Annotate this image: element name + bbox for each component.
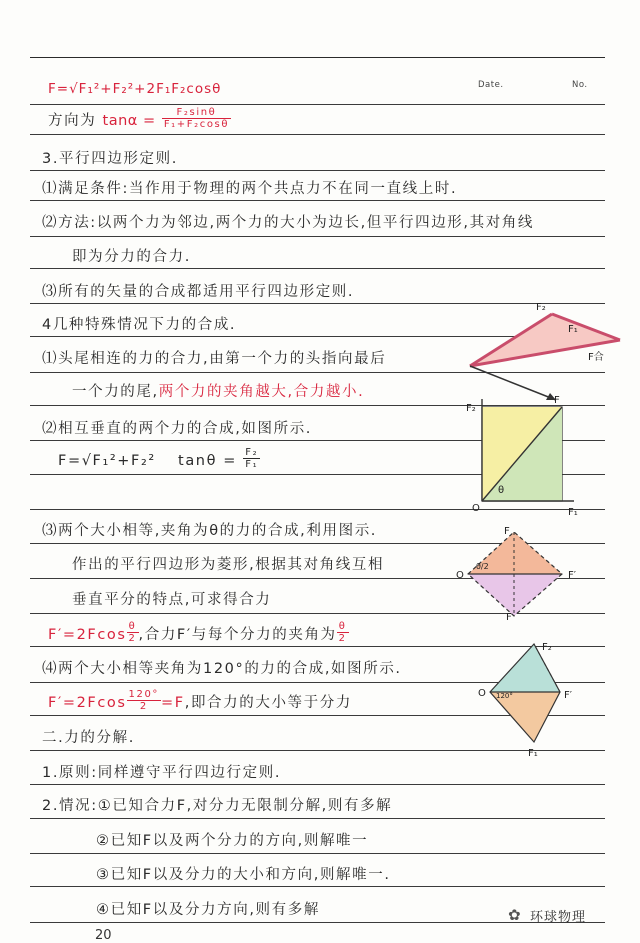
frac-num: θ xyxy=(127,621,139,633)
rectangle-diagram xyxy=(462,393,592,517)
ruled-line xyxy=(30,134,605,135)
section4-item1-cont xyxy=(72,383,364,401)
label-f: F xyxy=(554,395,560,406)
label-o: O xyxy=(472,503,480,514)
label-fhe: F合 xyxy=(588,352,604,363)
section4-item3-cont1: 作出的平行四边形为菱形,根据其对角线互相 xyxy=(72,557,385,573)
part2-item2-3: ③已知F以及分力的大小和方向,则解唯一. xyxy=(96,867,391,883)
section4-item4: ⑷两个大小相等夹角为120°的力的合成,如图所示. xyxy=(42,661,402,677)
ruled-line xyxy=(30,170,605,171)
rhombus-desc: ,合力F′与每个分力的夹角为 xyxy=(138,627,337,643)
section4-title: 4几种特殊情况下力的合成. xyxy=(42,317,237,333)
label-f2: F₂ xyxy=(536,302,546,313)
direction-fraction xyxy=(162,107,231,130)
direction-numerator: F₂sinθ xyxy=(162,107,231,119)
section4-item2: ⑵相互垂直的两个力的合成,如图所示. xyxy=(42,421,313,437)
label-half-theta: θ/2 xyxy=(476,562,489,571)
item1-red-text: 两个力的夹角越大,合力越小. xyxy=(158,384,365,400)
section3-item2-cont: 即为分力的合力. xyxy=(72,249,191,265)
rhombus-formula-fraction xyxy=(127,621,139,644)
resultant-formula: F=√F₁²+F₂²+2F₁F₂cosθ xyxy=(48,81,222,97)
section3-item1: ⑴满足条件:当作用于物理的两个共点力不在同一直线上时. xyxy=(42,181,458,197)
ruled-line xyxy=(30,104,605,105)
section4-item2-formula xyxy=(58,446,260,470)
section4-item3: ⑶两个大小相等,夹角为θ的力的合成,利用图示. xyxy=(42,523,377,539)
label-fprime: F′ xyxy=(568,570,577,581)
tan-numerator: F₂ xyxy=(245,446,259,458)
label-120: 120° xyxy=(496,692,513,700)
ruled-line xyxy=(30,818,605,819)
section4-item4-formula xyxy=(48,688,352,712)
date-label: Date. xyxy=(478,80,504,90)
frac-den: 2 xyxy=(338,632,347,644)
section3-title: 3.平行四边形定则. xyxy=(42,151,178,167)
direction-tan: tanα = xyxy=(102,113,156,129)
rhombus-angle-fraction xyxy=(337,621,349,644)
rhombus-formula: F′=2Fcos xyxy=(48,627,127,643)
section4-item1: ⑴头尾相连的力的合力,由第一个力的头指向最后 xyxy=(42,351,387,367)
number-label: No. xyxy=(572,80,588,90)
label-o: O xyxy=(456,570,464,581)
ruled-line xyxy=(30,268,605,269)
angle120-formula: F′=2Fcos xyxy=(48,695,127,711)
direction-prefix: 方向为 xyxy=(48,113,97,129)
part2-item2: 2.情况:①已知合力F,对分力无限制分解,则有多解 xyxy=(42,798,393,814)
label-fprime: F′ xyxy=(564,690,573,701)
tan-denominator: F₁ xyxy=(245,458,259,470)
perpendicular-formula: F=√F₁²+F₂² xyxy=(58,453,156,469)
section4-item3-cont2: 垂直平分的特点,可求得合力 xyxy=(72,592,272,608)
perpendicular-tan: tanθ = xyxy=(178,453,238,469)
ruled-line xyxy=(30,784,605,785)
section4-item3-formula xyxy=(48,620,349,644)
rhombus-diagram xyxy=(454,524,614,623)
part2-item2-4: ④已知F以及分力方向,则有多解 xyxy=(96,902,320,918)
frac-den: 2 xyxy=(128,632,137,644)
label-f1: F₁ xyxy=(528,748,538,759)
part2-item2-2: ②已知F以及两个分力的方向,则解唯一 xyxy=(96,833,369,849)
direction-denominator: F₁+F₂cosθ xyxy=(163,118,230,130)
label-o: O xyxy=(478,688,486,699)
ruled-line xyxy=(30,236,605,237)
brand-watermark: 环球物理 xyxy=(530,910,587,925)
label-f2: F₂ xyxy=(542,642,552,653)
item1-black-text: 一个力的尾, xyxy=(72,384,159,400)
section3-item3: ⑶所有的矢量的合成都适用平行四边形定则. xyxy=(42,284,355,300)
ruled-line xyxy=(30,853,605,854)
wechat-icon: ✿ xyxy=(508,906,521,924)
ruled-line xyxy=(30,200,605,201)
label-f2: F₂ xyxy=(466,403,476,414)
perpendicular-tan-fraction xyxy=(243,447,260,470)
label-theta: θ xyxy=(498,485,505,496)
label-f1: F₁ xyxy=(568,507,578,518)
part2-title: 二.力的分解. xyxy=(42,730,135,746)
frac-den: 2 xyxy=(139,700,148,712)
part2-item1: 1.原则:同样遵守平行四边行定则. xyxy=(42,765,282,781)
label-f-top: F xyxy=(504,526,510,537)
label-f-bottom: F xyxy=(506,612,512,623)
triangle-diagram xyxy=(460,296,630,406)
frac-num: θ xyxy=(337,621,349,633)
ruled-line xyxy=(30,57,605,58)
ruled-line xyxy=(30,886,605,887)
angle120-fraction xyxy=(127,689,162,712)
direction-formula xyxy=(48,106,231,130)
label-f1: F₁ xyxy=(568,324,578,335)
rhombus-bottom xyxy=(468,574,562,616)
angle120-desc: ,即合力的大小等于分力 xyxy=(184,695,352,711)
section3-item2: ⑵方法:以两个力为邻边,两个力的大小为边长,但平行四边形,其对角线 xyxy=(42,215,535,231)
angle120-tail: =F xyxy=(161,695,185,711)
angle120-diagram xyxy=(476,636,626,766)
page-number: 20 xyxy=(95,928,112,943)
frac-num: 120° xyxy=(128,688,160,700)
